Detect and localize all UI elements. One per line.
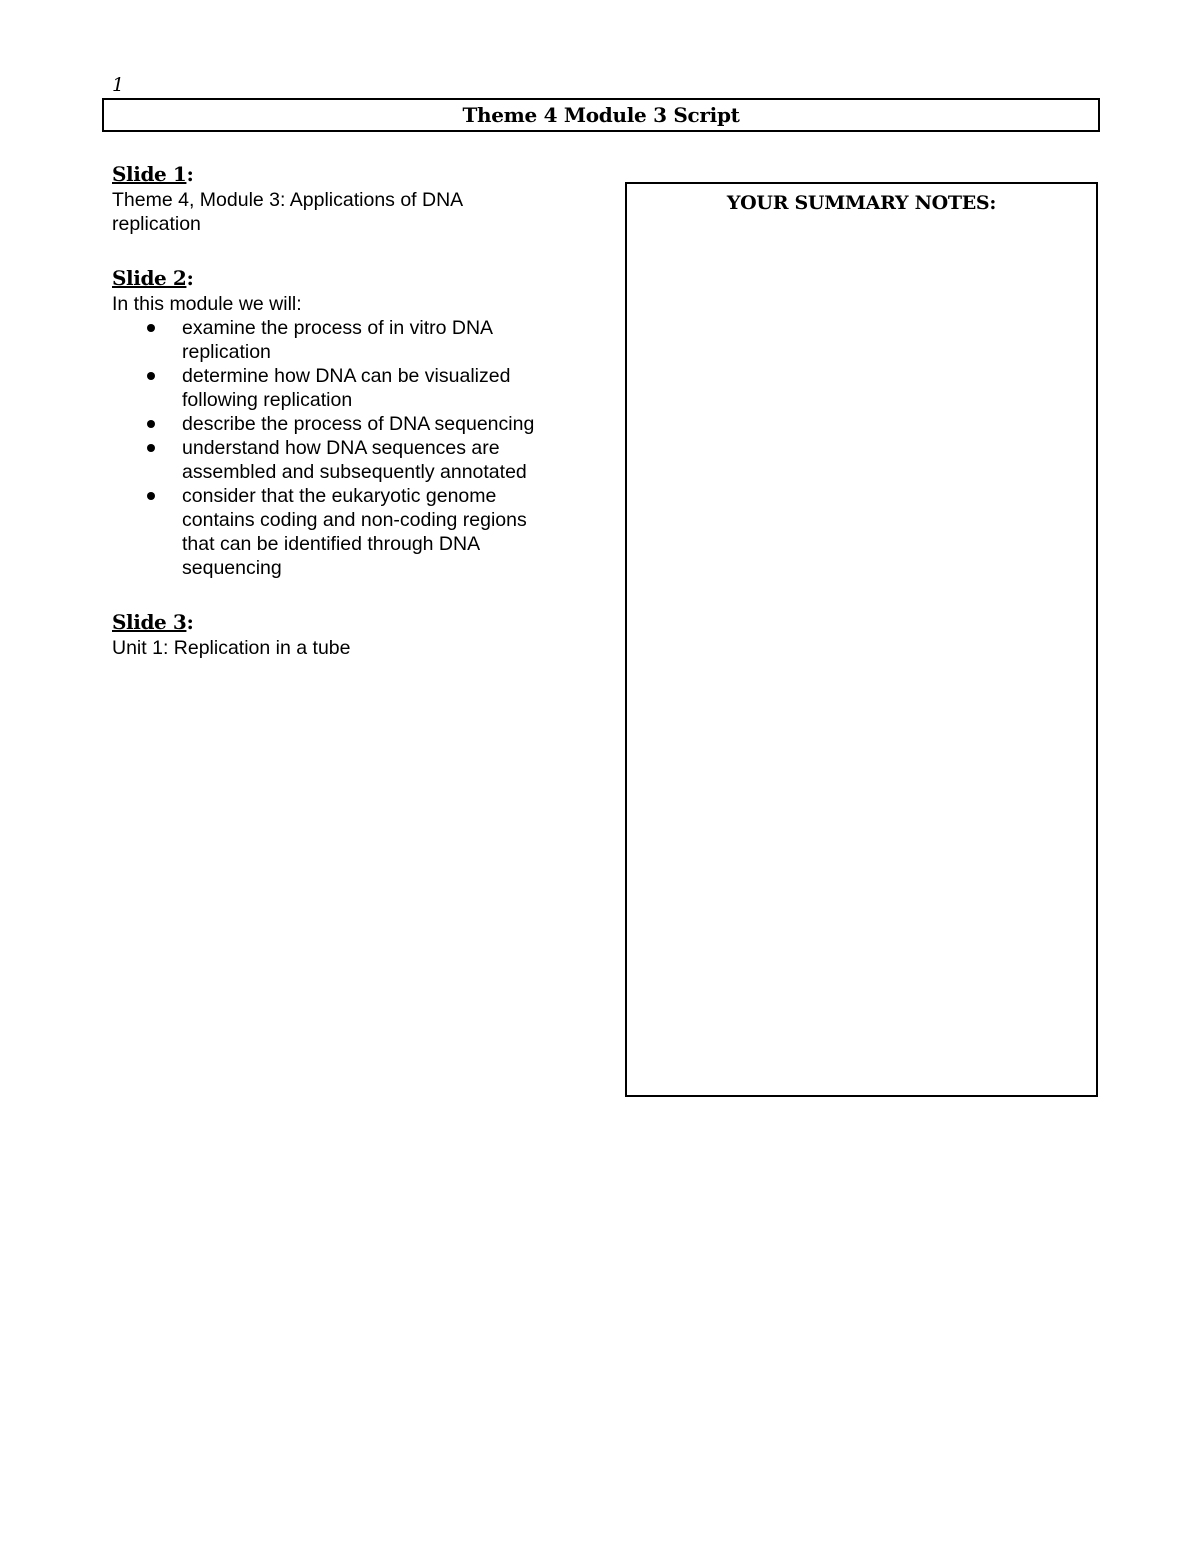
bullet-dot-icon <box>147 444 155 452</box>
slide-1-heading-label: Slide 1 <box>112 162 187 186</box>
slide-2-intro: In this module we will: <box>112 293 302 315</box>
slide-2-heading <box>112 264 582 292</box>
page-title: Theme 4 Module 3 Script <box>102 98 1100 132</box>
list-item-text: describe the process of DNA sequencing <box>182 413 535 435</box>
bullet-dot-icon <box>147 372 155 380</box>
list-item <box>112 412 562 436</box>
slide-2-section <box>112 264 582 580</box>
slide-1-text: Theme 4, Module 3: Applications of DNA replication <box>112 189 463 235</box>
slide-3-heading-colon: : <box>186 610 194 634</box>
script-column <box>112 160 582 688</box>
slide-2-heading-colon: : <box>186 266 194 290</box>
list-item <box>112 364 562 412</box>
list-item-text: understand how DNA sequences are assembled and subsequently annotated <box>182 437 527 483</box>
slide-1-heading <box>112 160 582 188</box>
list-item <box>112 316 562 364</box>
slide-3-heading-label: Slide 3 <box>112 610 187 634</box>
page-number: 1 <box>112 74 125 96</box>
list-item-text: consider that the eukaryotic genome contains coding and non-coding regions that can be identified through DNA sequencing <box>182 485 527 579</box>
bullet-dot-icon <box>147 492 155 500</box>
slide-1-section <box>112 160 582 236</box>
slide-3-section <box>112 608 582 660</box>
list-item-text: determine how DNA can be visualized following replication <box>182 365 511 411</box>
list-item <box>112 484 562 580</box>
bullet-dot-icon <box>147 324 155 332</box>
slide-3-text: Unit 1: Replication in a tube <box>112 637 351 659</box>
slide-1-heading-colon: : <box>186 162 194 186</box>
summary-notes-title: YOUR SUMMARY NOTES: <box>726 192 997 214</box>
slide-2-heading-label: Slide 2 <box>112 266 187 290</box>
slide-3-heading <box>112 608 582 636</box>
list-item <box>112 436 562 484</box>
objectives-list <box>112 316 582 580</box>
list-item-text: examine the process of in vitro DNA replication <box>182 317 492 363</box>
bullet-dot-icon <box>147 420 155 428</box>
summary-notes-box[interactable] <box>625 182 1098 1097</box>
